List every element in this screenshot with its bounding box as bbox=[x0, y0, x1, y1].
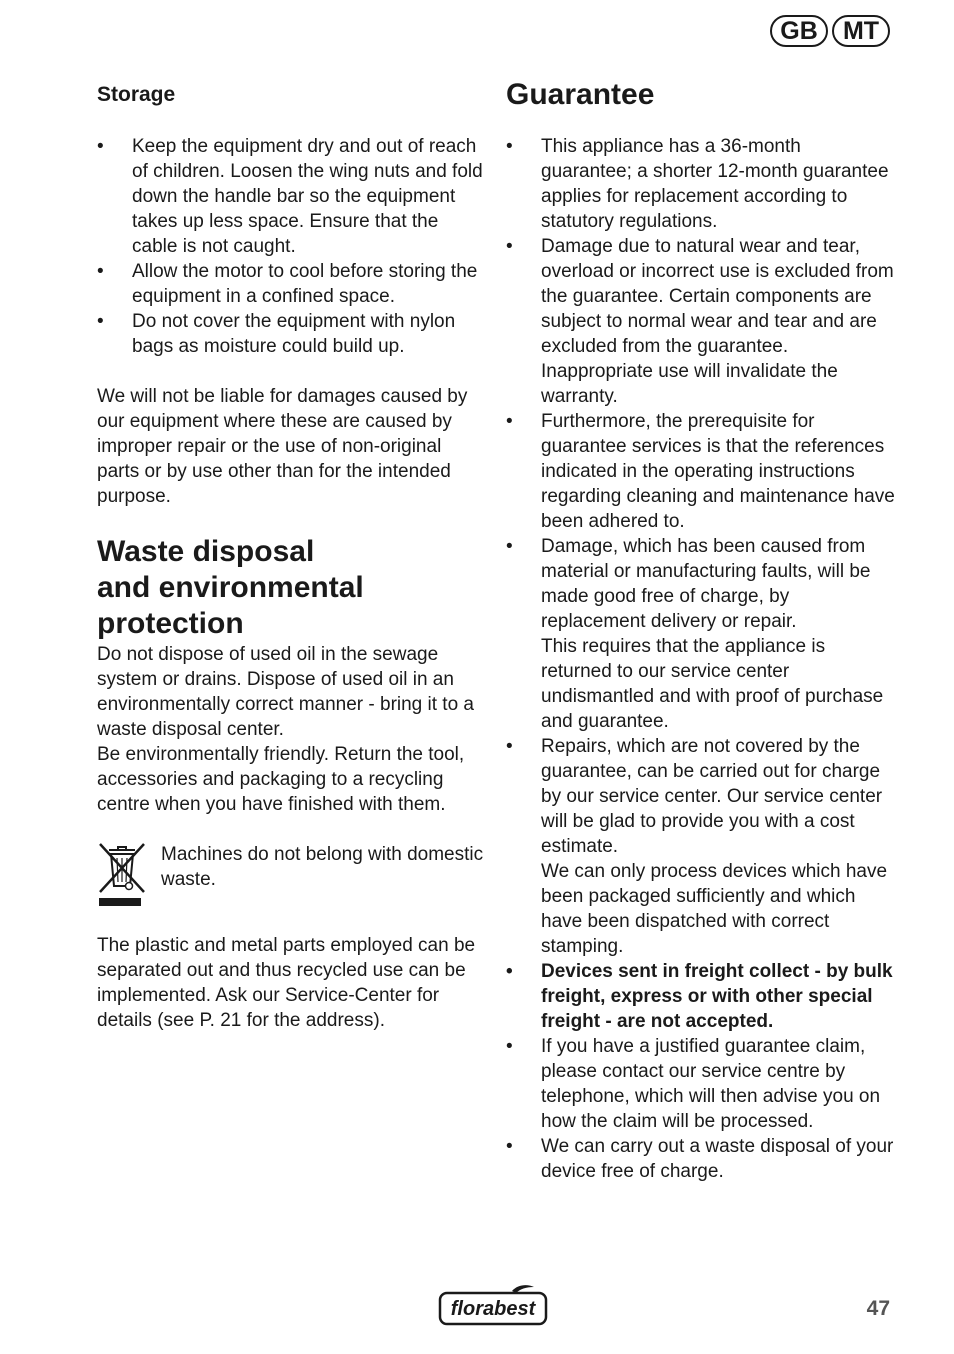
weee-notice bbox=[97, 842, 487, 908]
storage-item: • Do not cover the equipment with nylon bags as moisture could build up. bbox=[97, 309, 487, 359]
guarantee-item-text: Damage, which has been caused from material or manufacturing faults, will be made good free of charge, by replacement delivery or repair. bbox=[541, 536, 871, 632]
guarantee-item bbox=[506, 734, 896, 959]
guarantee-list bbox=[506, 134, 896, 1184]
waste-disposal-heading bbox=[97, 534, 487, 642]
guarantee-item-text: Repairs, which are not covered by the guarantee, can be carried out for charge by our service center. Our service center will be glad to provide you with a cost estimate. bbox=[541, 736, 883, 857]
recycling-paragraph: The plastic and metal parts employed can be separated out and thus recycled use can be implemented. Ask our Service-Center for details (see P. 21 for the address). bbox=[97, 935, 476, 1031]
liability-paragraph: We will not be liable for damages caused by our equipment where these are caused by improper repair or the use of non-original parts or by use other than for the intended purpose. bbox=[97, 386, 468, 507]
florabest-logo bbox=[438, 1283, 550, 1327]
right-column bbox=[506, 80, 896, 1184]
weee-text: Machines do not belong with domestic waste. bbox=[161, 844, 484, 890]
language-badge-gb: GB bbox=[770, 15, 828, 47]
storage-item: • Allow the motor to cool before storing the equipment in a confined space. bbox=[97, 259, 487, 309]
guarantee-item: • Furthermore, the prerequisite for guarantee services is that the references indicated in the operating instructions regarding cleaning and maintenance have been adhered to. bbox=[506, 409, 896, 534]
guarantee-item: • We can carry out a waste disposal of your device free of charge. bbox=[506, 1134, 896, 1184]
waste-heading-line: Waste disposal bbox=[97, 535, 315, 568]
left-column bbox=[97, 80, 487, 1033]
guarantee-item: • Damage due to natural wear and tear, overload or incorrect use is excluded from the guarantee. Certain components are subject to normal wear and tear and are excluded from the guarantee. Inappropriate use will invalidate the warranty. bbox=[506, 234, 896, 409]
guarantee-heading: Guarantee bbox=[506, 78, 655, 111]
waste-heading-line: and environmental bbox=[97, 571, 364, 604]
waste-paragraph-oil: Do not dispose of used oil in the sewage system or drains. Dispose of used oil in an environmentally correct manner - bring it to a waste disposal center. bbox=[97, 644, 474, 740]
guarantee-item: • If you have a justified guarantee claim, please contact our service centre by telephone, which will then advise you on how the claim will be processed. bbox=[506, 1034, 896, 1134]
guarantee-item bbox=[506, 534, 896, 734]
page-number: 47 bbox=[866, 1297, 890, 1320]
language-badge-mt: MT bbox=[832, 15, 890, 47]
language-badges bbox=[770, 15, 890, 47]
waste-heading-line: protection bbox=[97, 607, 244, 640]
guarantee-item-text: This requires that the appliance is returned to our service center undismantled and with proof of purchase and guarantee. bbox=[541, 636, 884, 732]
storage-list bbox=[97, 134, 487, 359]
guarantee-item-text: We can only process devices which have been packaged sufficiently and which have been dispatched with correct stamping. bbox=[541, 861, 888, 957]
storage-item: • Keep the equipment dry and out of reach of children. Loosen the wing nuts and fold down the handle bar so the equipment takes up less space. Ensure that the cable is not caught. bbox=[97, 134, 487, 259]
crossed-out-bin-icon bbox=[97, 842, 147, 908]
guarantee-item: • This appliance has a 36-month guarantee; a shorter 12-month guarantee applies for replacement according to statutory regulations. bbox=[506, 134, 896, 234]
logo-text: florabest bbox=[450, 1298, 536, 1320]
guarantee-item-freight-warning: • Devices sent in freight collect - by bulk freight, express or with other special freight - are not accepted. bbox=[506, 959, 896, 1034]
storage-heading: Storage bbox=[97, 83, 176, 106]
waste-paragraph-recycling: Be environmentally friendly. Return the tool, accessories and packaging to a recycling centre when you have finished with them. bbox=[97, 744, 465, 815]
